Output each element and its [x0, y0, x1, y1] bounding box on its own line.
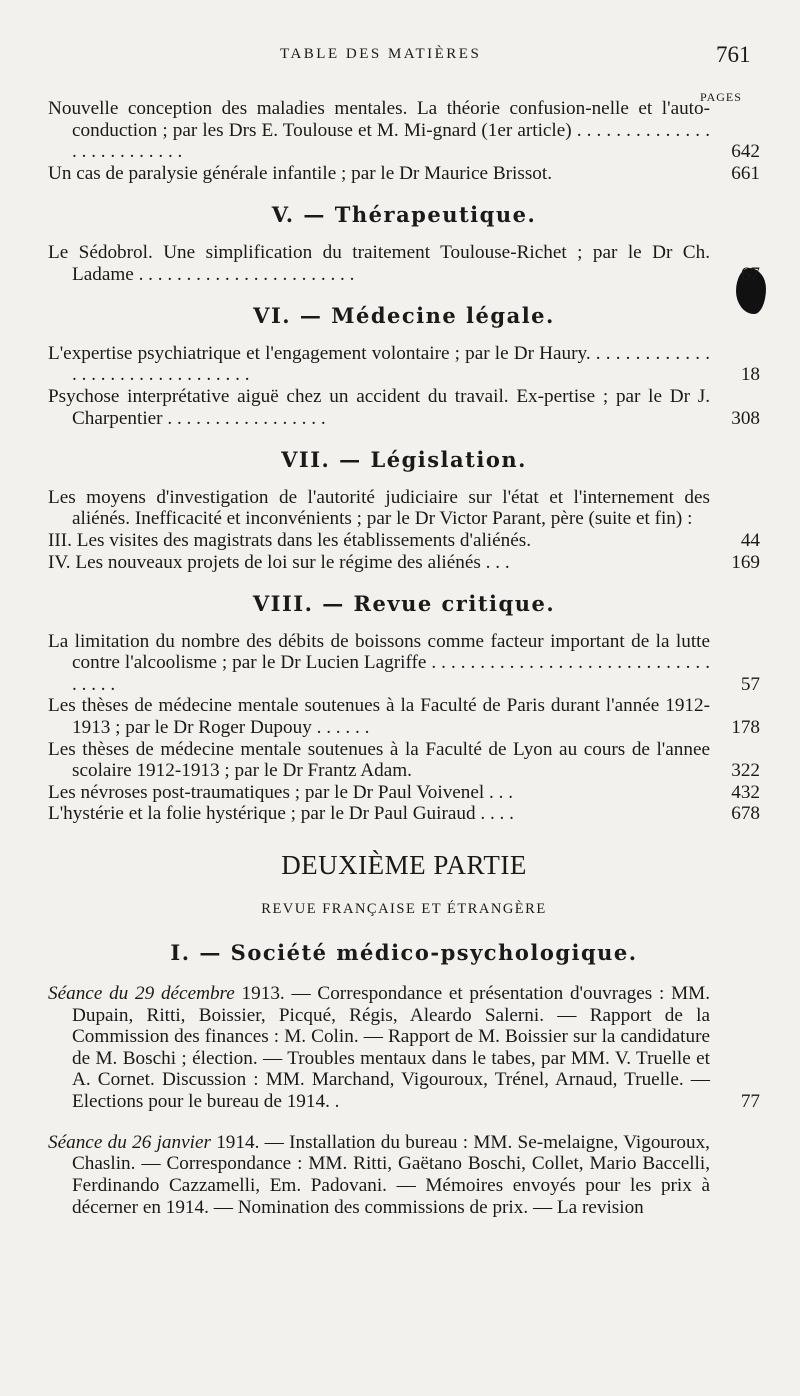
toc-page-number: 18: [740, 364, 760, 386]
toc-entry: IV. Les nouveaux projets de loi sur le régime des aliénés . . . 169: [48, 551, 760, 573]
toc-page-number: 308: [731, 407, 760, 429]
seance-entry: Séance du 29 décembre 1913. — Correspondance et présentation d'ouvrages : MM. Dupain, Ritti, Boissier, Picqué, Régis, Aleardo Salerni. — Rapport de la Commission des finances : M. Colin. — Rapport de M. Boissier sur la candidature de M. Boschi ; élection. — Troubles mentaux dans le tabes, par MM. V. Truelle et A. Cornet. Discussion : MM. Marchand, Vigouroux, Trénel, Arnaud, Truelle. — Elections pour le bureau de 1914. . 77: [48, 983, 760, 1112]
seance-date: Séance du 29 décembre: [48, 983, 235, 1004]
toc-entry: Un cas de paralysie générale infantile ; par le Dr Maurice Brissot. 661: [48, 162, 760, 184]
toc-page-number: 642: [731, 141, 760, 163]
running-head: [0, 42, 800, 72]
seance-entry: Séance du 26 janvier 1914. — Installation du bureau : MM. Se-melaigne, Vigouroux, Chaslin. — Correspondance : MM. Ritti, Gaëtano Boschi, Collet, Mario Baccelli, Ferdinando Cazzamelli, Em. Padovani. — Mémoires envoyés pour les prix à décerner en 1914. — Nomination des commissions de prix. — La revision: [48, 1131, 710, 1218]
section-title-legislation: VII. — Législation.: [281, 447, 527, 473]
section-title-therapeutique: V. — Thérapeutique.: [271, 202, 537, 228]
toc-entry: L'expertise psychiatrique et l'engagement volontaire ; par le Dr Haury. . . . . . . . . . . . . . . . . . . . . . . . . . . . . . . . 18: [48, 342, 760, 386]
toc-page-number: 678: [731, 803, 760, 825]
page-number: 761: [716, 42, 751, 67]
toc-page-number: 44: [740, 529, 760, 551]
toc-entry: Les thèses de médecine mentale soutenues à la Faculté de Paris durant l'année 1912-1913 ; par le Dr Roger Dupouy . . . . . . 178: [48, 695, 760, 739]
toc-entry: Les névroses post-traumatiques ; par le Dr Paul Voivenel . . . 432: [48, 781, 760, 803]
table-of-contents: [48, 98, 760, 1237]
toc-page-number: 77: [740, 1090, 760, 1112]
toc-page-number: 178: [731, 717, 760, 739]
toc-entry: Les thèses de médecine mentale soutenues à la Faculté de Lyon au cours de l'annee scolaire 1912-1913 ; par le Dr Frantz Adam. 322: [48, 738, 760, 782]
part-subtitle: REVUE FRANÇAISE ET ÉTRANGÈRE: [261, 900, 547, 917]
toc-entry-intro: Les moyens d'investigation de l'autorité judiciaire sur l'état et l'internement des aliénés. Inefficacité et inconvénients ; par le Dr Victor Parant, père (suite et fin) :: [48, 486, 710, 530]
section-title-societe: I. — Société médico-psychologique.: [170, 940, 638, 966]
toc-entry: Le Sédobrol. Une simplification du traitement Toulouse-Richet ; par le Dr Ch. Ladame . . . . . . . . . . . . . . . . . . . . . . . 67: [48, 241, 760, 285]
toc-page-number: 57: [740, 673, 760, 695]
toc-entry: Nouvelle conception des maladies mentales. La théorie confusion-nelle et l'auto-conduction ; par les Drs E. Toulouse et M. Mi-gnard (1er article) . . . . . . . . . . . . . . . . . . . . . . . . . . 642: [48, 98, 760, 163]
toc-entry: L'hystérie et la folie hystérique ; par le Dr Paul Guiraud . . . . 678: [48, 803, 760, 825]
toc-page-number: 322: [731, 760, 760, 782]
toc-entry: La limitation du nombre des débits de boissons comme facteur important de la lutte contre l'alcoolisme ; par le Dr Lucien Lagriffe . . . . . . . . . . . . . . . . . . . . . . . . . . . . . . . . . . 57: [48, 630, 760, 695]
running-title: TABLE DES MATIÈRES: [280, 46, 482, 62]
toc-page-number: 432: [731, 781, 760, 803]
section-title-revue-critique: VIII. — Revue critique.: [252, 591, 556, 617]
toc-page-number: 169: [731, 551, 760, 573]
section-title-medecine-legale: VI. — Médecine légale.: [253, 303, 555, 329]
toc-page-number: 661: [731, 162, 760, 184]
toc-page-number: 67: [740, 263, 760, 285]
pages-column-label: PAGES: [700, 90, 742, 104]
seance-date: Séance du 26 janvier: [48, 1131, 211, 1153]
part-title: DEUXIÈME PARTIE: [281, 850, 527, 881]
toc-entry: III. Les visites des magistrats dans les établissements d'aliénés. 44: [48, 529, 760, 551]
toc-entry: Psychose interprétative aiguë chez un accident du travail. Ex-pertise ; par le Dr J. Charpentier . . . . . . . . . . . . . . . . . 308: [48, 385, 760, 429]
